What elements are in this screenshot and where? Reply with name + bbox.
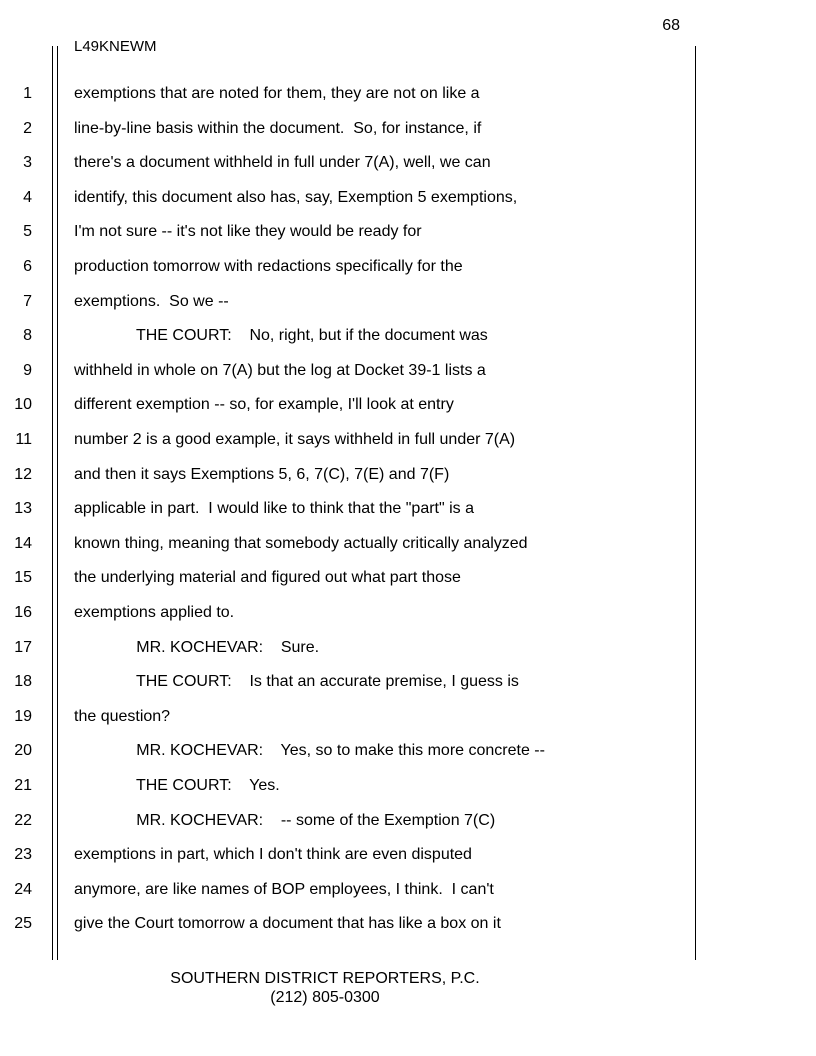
case-identifier: L49KNEWM bbox=[74, 38, 157, 55]
transcript-line: exemptions in part, which I don't think are even disputed bbox=[74, 846, 472, 864]
transcript-line: anymore, are like names of BOP employees, I think. I can't bbox=[74, 880, 494, 898]
line-number: 22 bbox=[14, 811, 32, 829]
transcript-line: line-by-line basis within the document. So, for instance, if bbox=[74, 119, 482, 137]
transcript-line: applicable in part. I would like to think that the "part" is a bbox=[74, 500, 475, 518]
line-number: 20 bbox=[14, 742, 32, 760]
transcript-line: identify, this document also has, say, Exemption 5 exemptions, bbox=[74, 188, 518, 206]
transcript-line: production tomorrow with redactions specifically for the bbox=[74, 258, 463, 275]
transcript-line: known thing, meaning that somebody actually critically analyzed bbox=[74, 534, 528, 552]
line-number: 23 bbox=[14, 846, 32, 864]
line-number: 21 bbox=[14, 777, 32, 794]
transcript-line: and then it says Exemptions 5, 6, 7(C), 7(E) and 7(F) bbox=[74, 465, 450, 483]
line-number: 5 bbox=[23, 223, 32, 241]
transcript-line: the underlying material and figured out what part those bbox=[74, 569, 461, 587]
line-number: 12 bbox=[14, 465, 32, 483]
transcript-line: MR. KOCHEVAR: -- some of the Exemption 7(C) bbox=[74, 811, 496, 829]
line-number: 3 bbox=[23, 154, 32, 172]
line-number: 19 bbox=[14, 707, 32, 725]
transcript-line: number 2 is a good example, it says withheld in full under 7(A) bbox=[74, 431, 516, 448]
line-number: 8 bbox=[23, 327, 32, 345]
transcript-line: THE COURT: No, right, but if the document was bbox=[74, 327, 488, 345]
transcript-line: exemptions applied to. bbox=[74, 604, 235, 621]
transcript-line: exemptions that are noted for them, they are not on like a bbox=[74, 85, 480, 102]
line-number: 24 bbox=[14, 880, 32, 898]
transcript-line: withheld in whole on 7(A) but the log at Docket 39-1 lists a bbox=[74, 361, 486, 379]
footer-reporter: SOUTHERN DISTRICT REPORTERS, P.C. bbox=[170, 970, 480, 987]
line-number: 1 bbox=[23, 85, 32, 102]
transcript-line: THE COURT: Yes. bbox=[74, 777, 280, 794]
line-number: 17 bbox=[14, 638, 32, 656]
line-number: 14 bbox=[14, 534, 32, 552]
line-number: 15 bbox=[14, 569, 32, 587]
transcript-line: THE COURT: Is that an accurate premise, I guess is bbox=[74, 673, 519, 691]
right-margin-rule bbox=[695, 46, 696, 960]
left-margin-rule-inner bbox=[57, 46, 58, 960]
footer-phone: (212) 805-0300 bbox=[270, 989, 380, 1006]
line-number: 10 bbox=[14, 396, 32, 414]
line-number: 25 bbox=[14, 915, 32, 933]
line-number: 9 bbox=[23, 361, 32, 379]
transcript-line: I'm not sure -- it's not like they would be ready for bbox=[74, 223, 422, 241]
left-margin-rule bbox=[52, 46, 53, 960]
transcript-line: MR. KOCHEVAR: Sure. bbox=[74, 638, 320, 656]
line-number: 7 bbox=[23, 292, 32, 310]
line-number: 18 bbox=[14, 673, 32, 691]
transcript-line: exemptions. So we -- bbox=[74, 292, 229, 310]
transcript-line: there's a document withheld in full under 7(A), well, we can bbox=[74, 154, 491, 172]
transcript-line: the question? bbox=[74, 707, 171, 725]
line-number: 13 bbox=[14, 500, 32, 518]
line-number: 6 bbox=[23, 258, 32, 275]
transcript-line: MR. KOCHEVAR: Yes, so to make this more concrete -- bbox=[74, 742, 545, 760]
line-number: 16 bbox=[14, 604, 32, 621]
line-number: 4 bbox=[23, 188, 32, 206]
page-number: 68 bbox=[662, 17, 680, 34]
transcript-line: different exemption -- so, for example, I'll look at entry bbox=[74, 396, 454, 414]
line-number: 11 bbox=[15, 431, 32, 448]
line-number: 2 bbox=[23, 119, 32, 137]
transcript-line: give the Court tomorrow a document that has like a box on it bbox=[74, 915, 501, 933]
